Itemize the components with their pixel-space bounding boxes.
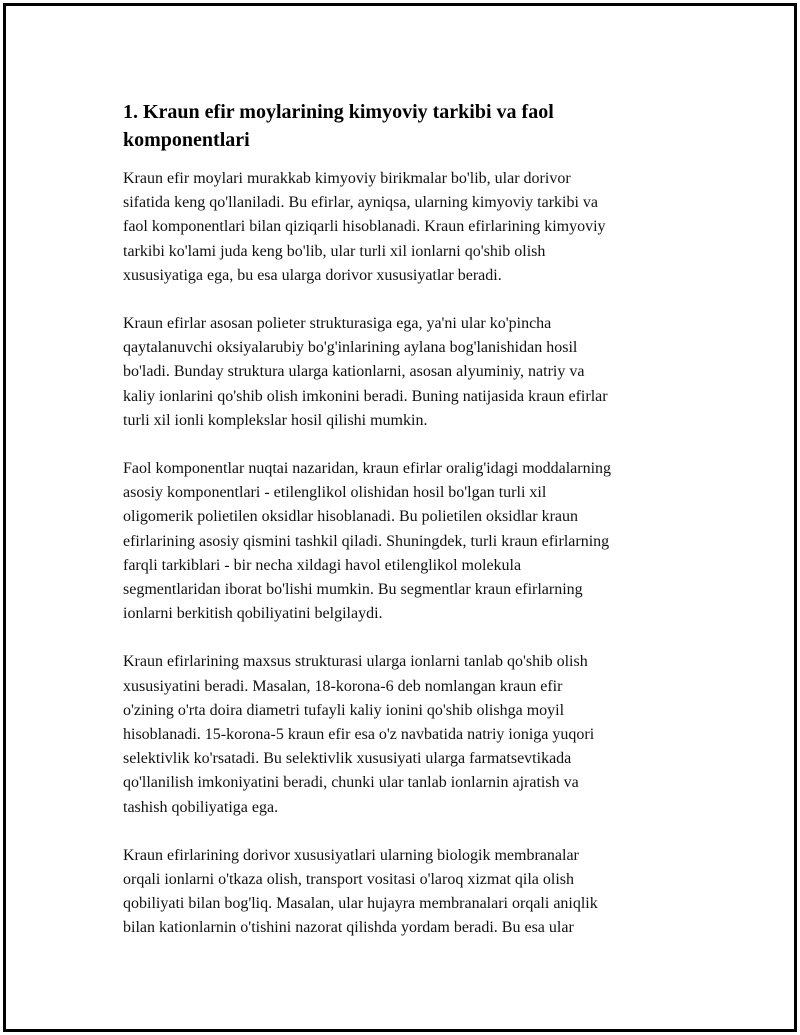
paragraph-2 [123,312,693,433]
text-line: Kraun efirlarining dorivor xususiyatlari ularning biologik membranalar [123,846,579,864]
text-line: Faol komponentlar nuqtai nazaridan, kraun efirlar oralig'idagi moddalarning [123,460,612,478]
heading-line: komponentlari [123,129,250,151]
text-line: hisoblanadi. 15-korona-5 kraun efir esa o'z navbatida natriy ioniga yuqori [123,726,595,744]
text-line: qaytalanuvchi oksiyalarubiy bo'g'inlarining aylana bog'lanishidan hosil [123,339,578,357]
text-line: xususiyatiga ega, bu esa ularga dorivor xususiyatlar beradi. [123,266,502,284]
text-line: Kraun efirlarining maxsus strukturasi ularga ionlarni tanlab qo'shib olish [123,653,588,671]
text-line: sifatida keng qo'llaniladi. Bu efirlar, ayniqsa, ularning kimyoviy tarkibi va [123,194,599,212]
text-line: asosiy komponentlari - etilenglikol olishidan hosil bo'lgan turli xil [123,484,547,502]
text-line: ionlarni berkitish qobiliyatini belgilaydi. [123,605,383,623]
text-line: kaliy ionlarini qo'shib olish imkonini beradi. Buning natijasida kraun efirlar [123,387,608,405]
text-line: tarkibi ko'lami juda keng bo'lib, ular turli xil ionlarni qo'shib olish [123,242,546,260]
text-line: selektivlik ko'rsatadi. Bu selektivlik xususiyati ularga farmatsevtikada [123,750,572,768]
text-line: Kraun efir moylari murakkab kimyoviy birikmalar bo'lib, ular dorivor [123,170,571,187]
text-line: segmentlaridan iborat bo'lishi mumkin. Bu segmentlar kraun efirlarning [123,581,583,599]
page-frame [3,3,797,1032]
text-line: tashish qobiliyatiga ega. [123,798,279,816]
text-line: bilan kationlarnin o'tishini nazorat qilishda yordam beradi. Bu esa ular [123,919,574,937]
text-line: Kraun efirlar asosan polieter strukturasiga ega, ya'ni ular ko'pincha [123,315,552,333]
document-body [123,98,693,965]
paragraph-1 [123,167,693,288]
text-line: qobiliyati bilan bog'liq. Masalan, ular hujayra membranalari orqali aniqlik [123,895,598,913]
text-line: o'zining o'rta doira diametri tufayli kaliy ionini qo'shib olishga moyil [123,701,565,719]
paragraph-4 [123,650,693,819]
heading-line: 1. Kraun efir moylarining kimyoviy tarkibi va faol [123,101,554,123]
text-line: qo'llanilish imkoniyatini beradi, chunki ular tanlab ionlarnin ajratish va [123,774,579,792]
text-line: farqli tarkiblari - bir necha xildagi havol etilenglikol molekula [123,556,522,574]
section-heading [123,98,693,154]
text-line: efirlarining asosiy qismini tashkil qiladi. Shuningdek, turli kraun efirlarning [123,532,610,550]
text-line: oligomerik polietilen oksidlar hisoblanadi. Bu polietilen oksidlar kraun [123,508,579,526]
text-line: xususiyatini beradi. Masalan, 18-korona-6 deb nomlangan kraun efir [123,677,563,695]
text-line: bo'ladi. Bunday struktura ularga kationlarni, asosan alyuminiy, natriy va [123,363,585,381]
paragraph-3 [123,457,693,626]
text-line: faol komponentlari bilan qiziqarli hisoblanadi. Kraun efirlarining kimyoviy [123,218,606,236]
paragraph-5 [123,844,693,941]
text-line: orqali ionlarni o'tkaza olish, transport vositasi o'laroq xizmat qila olish [123,871,575,889]
text-line: turli xil ionli komplekslar hosil qilishi mumkin. [123,411,428,429]
